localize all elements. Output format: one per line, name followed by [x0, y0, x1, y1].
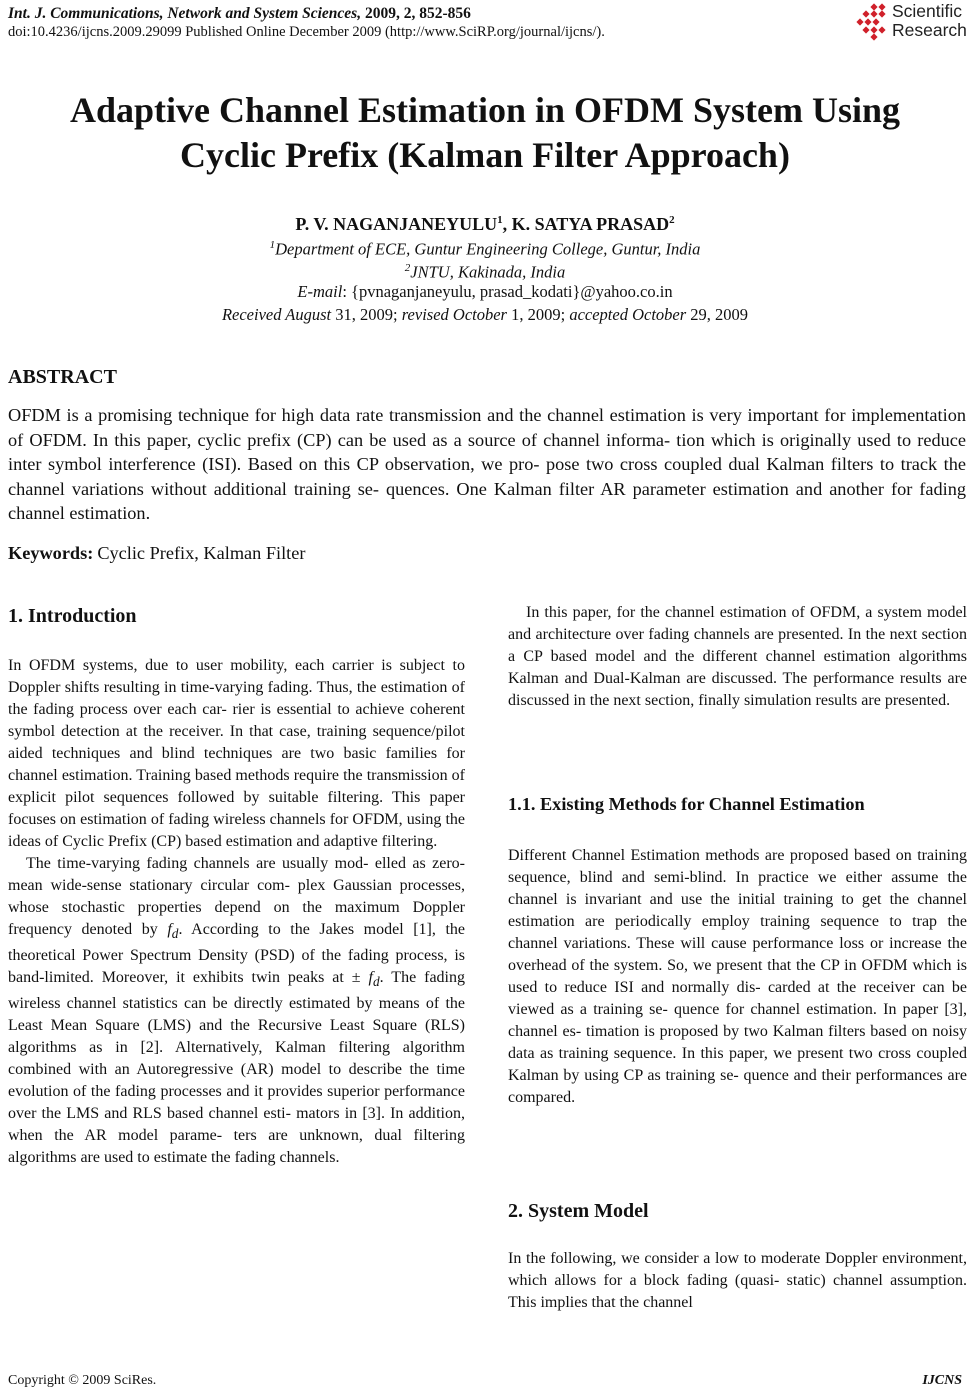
accepted-date: 29, 2009	[686, 305, 749, 324]
logo-line1: Scientific	[892, 1, 963, 21]
title-line1: Adaptive Channel Estimation in OFDM System Using	[69, 90, 901, 130]
logo-diamond	[870, 10, 877, 17]
logo-diamond	[872, 18, 879, 25]
revised-date: 1, 2009;	[506, 305, 570, 324]
affiliation-2-mark: 2	[404, 262, 411, 274]
left-column	[8, 655, 465, 1169]
intro-paragraph-1: In OFDM systems, due to user mobility, each carrier is subject to Doppler shifts resulting in time-varying fading. Thus, the estimation of the fading process over each car- rier is essential to achieve coherent symbol detection at the receiver. In that case, training sequence/pilot aided techniques and blind techniques are two basic families for channel estimation. Training based methods require the transmission of explicit pilot sequences followed by suitable filtering. This paper focuses on estimation of fading wireless channels for OFDM, using the ideas of Cyclic Prefix (CP) based estimation and adaptive filtering.	[8, 657, 465, 850]
logo-diamond	[870, 26, 877, 33]
subsection-heading-existing-methods: 1.1. Existing Methods for Channel Estimation	[508, 794, 865, 814]
intro-p2-part-c: . The fading wireless channel statistics can be directly estimated by means of the Least Mean Square (LMS) and the Recursive Least Square (RLS) algorithms as in [2]. Alternatively, Kalman filtering algorithm combined with an Autoregressive (AR) model to describe the time evolution of the fading processes and it provides superior performance over the LMS and RLS based channel esti- mators in [3]. In addition, when the AR model parame- ters are unknown, dual filtering algorithms are used to estimate the fading channels.	[8, 969, 465, 1167]
section-heading-system-model: 2. System Model	[508, 1200, 649, 1222]
footer-journal-abbr: IJCNS	[922, 1373, 962, 1388]
fd-symbol-2: f	[368, 969, 373, 987]
logo-diamond	[870, 33, 877, 40]
affiliation-2	[0, 257, 970, 284]
logo-diamond	[878, 10, 885, 17]
logo-diamond	[864, 18, 871, 25]
received-dates	[0, 304, 970, 326]
right-column-system-model	[508, 1248, 967, 1314]
journal-name: Int. J. Communications, Network and System Sciences,	[8, 5, 362, 22]
journal-volume: 2009, 2, 852-856	[364, 5, 471, 22]
intro-paragraph-2	[8, 853, 465, 1169]
affiliation-2-text: JNTU, Kakinada, India	[410, 262, 566, 282]
accepted-label: accepted October	[569, 305, 687, 324]
logo-line2: Research	[892, 20, 967, 40]
logo-diamond	[870, 3, 877, 10]
doi-line: doi:10.4236/ijcns.2009.29099 Published Online December 2009 (http://www.SciRP.org/journal/ijcns/).	[8, 24, 605, 40]
fd-subscript: d	[171, 926, 179, 942]
keywords-label: Keywords:	[8, 543, 94, 563]
running-header	[8, 4, 808, 42]
author-2: K. SATYA PRASAD	[511, 214, 670, 234]
logo-diamond	[862, 26, 869, 33]
existing-paragraph-1: Different Channel Estimation methods are proposed based on training sequence, blind and semi-blind. In practice we either assume the channel is invariant and use the initial training to get the channel estimation are periodically employ training sequence to trap the channel variations. These will cause performance loss or increase the overhead of the system. So, we present that the CP in OFDM which is used to reduce ISI and normally dis- carded at the receiver can be viewed as a training se- quence for channel estimation. In paper [3], channel es- timation is proposed by two Kalman filters based on noisy data as training sequence. In this paper, we present two cross coupled Kalman by using CP as training se- quence and their performances are compared.	[508, 847, 967, 1106]
fd-symbol: f	[167, 921, 172, 938]
title-line2: Cyclic Prefix (Kalman Filter Approach)	[180, 135, 790, 175]
affiliation-1-text: Department of ECE, Guntur Engineering College, Guntur, India	[275, 239, 701, 259]
publisher-logo-icon	[852, 2, 890, 42]
journal-citation	[8, 4, 808, 23]
intro-p2-part-a: The time-varying fading channels are usually mod- elled as zero-mean wide-sense stationary circular com- plex Gaussian processes, whose stochastic properties depend on the maximum Doppler frequency denoted by	[8, 855, 465, 938]
keywords-text: Cyclic Prefix, Kalman Filter	[97, 543, 306, 563]
affiliation-1-mark: 1	[269, 239, 276, 251]
right-column-intro	[508, 602, 967, 712]
author-line	[0, 208, 970, 236]
email-label: E-mail	[297, 282, 343, 301]
keywords-line	[8, 541, 305, 565]
fd-subscript-2: d	[372, 974, 380, 990]
footer-copyright: Copyright © 2009 SciRes.	[8, 1373, 157, 1388]
received-date: 31, 2009;	[331, 305, 402, 324]
logo-diamond	[856, 18, 863, 25]
paper-title	[0, 88, 970, 178]
section-heading-introduction: 1. Introduction	[8, 605, 137, 627]
scientific-research-logo	[852, 2, 970, 44]
author-1-mark: 1	[497, 214, 503, 226]
right-column-existing	[508, 845, 967, 1109]
revised-label: revised October	[401, 305, 507, 324]
logo-diamond	[878, 3, 885, 10]
abstract-heading: ABSTRACT	[8, 366, 117, 388]
author-1: P. V. NAGANJANEYULU	[295, 214, 498, 234]
intro-paragraph-3: In this paper, for the channel estimation of OFDM, a system model and architecture over fading channels are presented. In the next section a CP based model and the different channel estimation algorithms Kalman and Dual-Kalman are discussed. The performance results are discussed in the next section, finally simulation results are presented.	[508, 604, 967, 709]
intro-p2-part-b: . According to the Jakes model [1], the theoretical Power Spectrum Density (PSD) of the fading process, is band-limited. Moreover, it exhibits twin peaks at ±	[8, 921, 465, 987]
received-label: Received August	[221, 305, 332, 324]
abstract-text: OFDM is a promising technique for high data rate transmission and the channel estimation is very important for implementation of OFDM. In this paper, cyclic prefix (CP) can be used as a source of channel informa- tion which is originally used to reduce inter symbol interference (ISI). Based on this CP observation, we pro- pose two cross coupled dual Kalman filters to track the channel variations without additional training se- quences. One Kalman filter AR parameter estimation and another for fading channel estimation.	[8, 405, 966, 524]
system-model-paragraph-1: In the following, we consider a low to moderate Doppler environment, which allows for a block fading (quasi- static) channel assumption. This implies that the channel	[508, 1250, 967, 1311]
logo-diamond	[862, 10, 869, 17]
author-separator: ,	[502, 214, 512, 234]
logo-diamond	[878, 26, 885, 33]
logo-text	[892, 2, 967, 40]
email-addresses: : {pvnaganjaneyulu, prasad_kodati}@yahoo.co.in	[342, 282, 673, 301]
author-2-mark: 2	[669, 214, 675, 226]
email-line	[0, 281, 970, 303]
